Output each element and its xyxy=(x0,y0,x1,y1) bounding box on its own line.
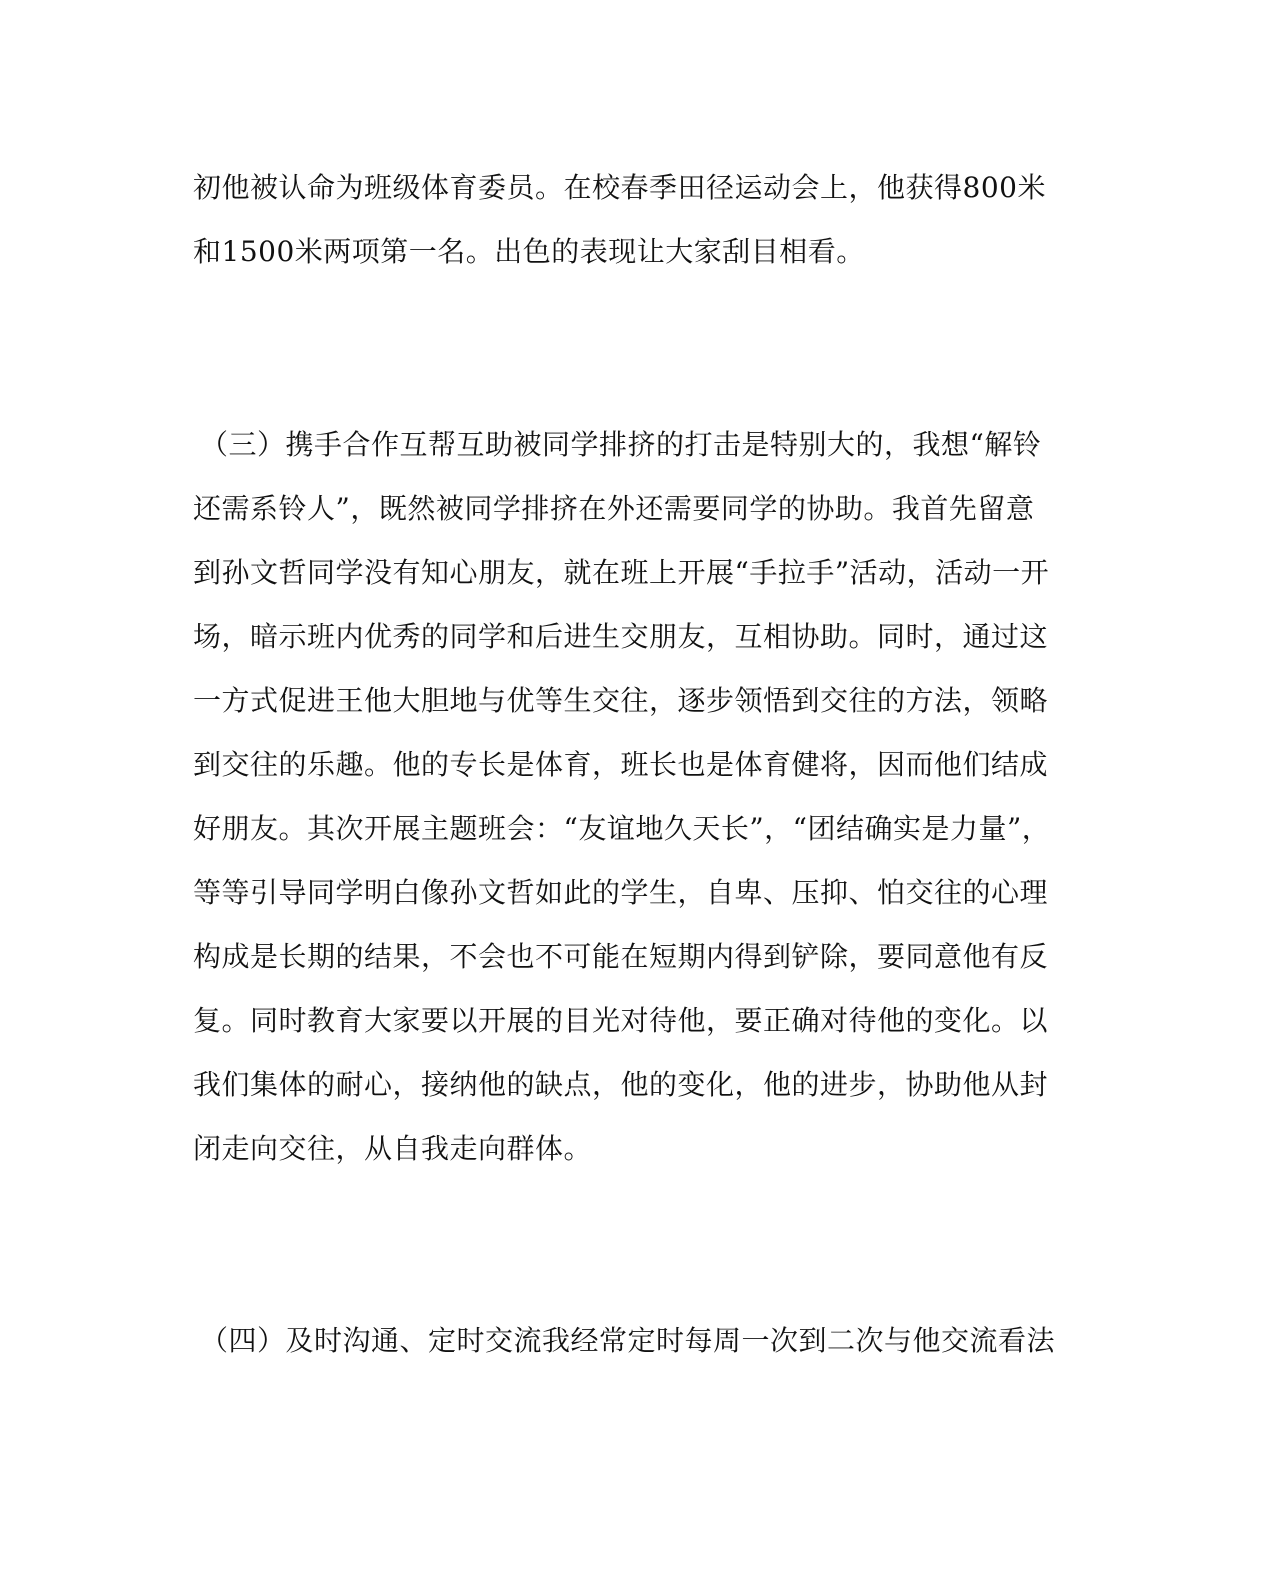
paragraph-2-line-7: 好朋友。其次开展主题班会：“友谊地久天长”，“团结确实是力量”， xyxy=(193,812,1051,845)
paragraph-2-line-8: 等等引导同学明白像孙文哲如此的学生，自卑、压抑、怕交往的心理 xyxy=(193,876,1049,909)
paragraph-2-line-9: 构成是长期的结果，不会也不可能在短期内得到铲除，要同意他有反 xyxy=(193,940,1049,973)
paragraph-2-line-2: 还需系铃人”，既然被同学排挤在外还需要同学的协助。我首先留意 xyxy=(193,492,1035,525)
paragraph-2-line-6: 到交往的乐趣。他的专长是体育，班长也是体育健将，因而他们结成 xyxy=(193,748,1049,781)
paragraph-2-line-10: 复。同时教育大家要以开展的目光对待他，要正确对待他的变化。以 xyxy=(193,1004,1049,1037)
paragraph-2-line-4: 场，暗示班内优秀的同学和后进生交朋友，互相协助。同时，通过这 xyxy=(193,620,1049,653)
paragraph-1-line-2: 和1500米两项第一名。出色的表现让大家刮目相看。 xyxy=(193,235,865,268)
paragraph-3-line-1: （四）及时沟通、定时交流我经常定时每周一次到二次与他交流看法 xyxy=(200,1324,1056,1357)
paragraph-2-line-1: （三）携手合作互帮互助被同学排挤的打击是特别大的，我想“解铃 xyxy=(200,428,1042,461)
paragraph-2-line-3: 到孙文哲同学没有知心朋友，就在班上开展“手拉手”活动，活动一开 xyxy=(193,556,1050,589)
paragraph-2-line-12: 闭走向交往，从自我走向群体。 xyxy=(193,1132,593,1165)
paragraph-2-line-5: 一方式促进王他大胆地与优等生交往，逐步领悟到交往的方法，领略 xyxy=(193,684,1049,717)
paragraph-2-line-11: 我们集体的耐心，接纳他的缺点，他的变化，他的进步，协助他从封 xyxy=(193,1068,1049,1101)
paragraph-1-line-1: 初他被认命为班级体育委员。在校春季田径运动会上，他获得800米 xyxy=(193,171,1046,204)
